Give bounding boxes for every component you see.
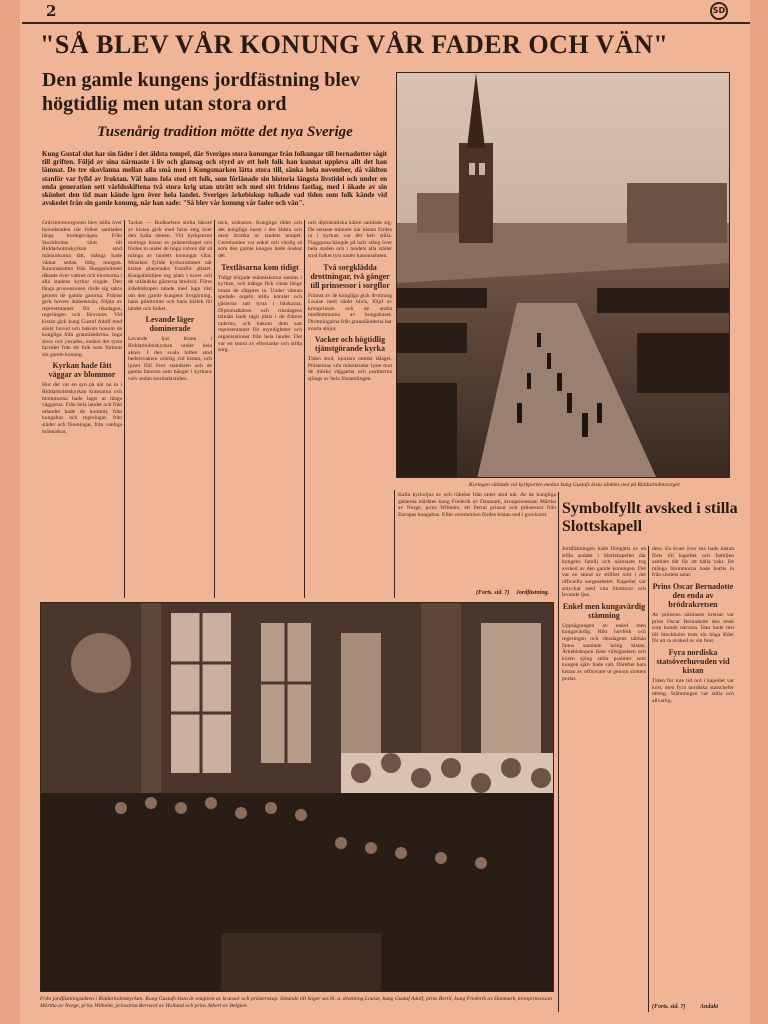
column-3-text: tack, ordnaren. Kungliga rådet och det kungliga huset i det äldsta och mest ärorika av landets tempel. Ceremonien var enkel och värdig så som den gamle kungen hade önskat det.: [218, 220, 302, 259]
headline: "SÅ BLEV VÅR KONUNG VÅR FADER OCH VÄN": [40, 30, 669, 59]
kicker: Tusenårig tradition mötte det nya Sverige: [97, 124, 353, 140]
column-divider: [558, 492, 559, 1012]
side-continuation-note: (Forts. sid. 7): [652, 1004, 686, 1010]
side-column-2-text: dess. En kvart över sex hade kistan förts till kapellet och familjen samlats där för att hålla vakt. De många blommorna hade burits in från slottets salar.: [652, 546, 734, 579]
column-divider: [648, 546, 649, 1012]
column-4-heading-2: Vacker och högtidlig tjänstgörande kyrka: [314, 335, 386, 354]
church-interior-image: [41, 603, 554, 992]
column-4-heading: Två sorgklädda drottningar, två gånger till prinsessor i sorgflor: [310, 262, 390, 290]
caption-cortege: Kortegen väntade vid kyrkporten medan kung Gustafs kista sänktes ned på Riddarholmstorget.: [469, 482, 681, 488]
side-column-1: [562, 546, 646, 1012]
side-column-2: [652, 546, 734, 1002]
page-number: 2: [46, 2, 57, 20]
column-divider: [214, 220, 215, 598]
column-1-heading: Kyrkan hade fått väggar av blommor: [48, 361, 116, 380]
side-column-2-text-b: Av prinsens närmaste kretsar var prins Oscar Bernadotte den ende som kunde närvara. Han hade rest till Stockholm trots sin höga ålder för att ta avsked av sin bror.: [652, 611, 734, 645]
side-column-2-text-c: Tiden för inre tid ord i kapellet var kort, men fyra nordiska statschefer deltog. Stämningen var stilla och allvarlig.: [652, 677, 734, 704]
column-3-heading: Textläsarna kom tidigt: [221, 262, 299, 272]
column-3-text-b: Tidigt började människorna samlas i kyrkan, och många fick vänta länge innan de släpptes in. Under väntan spelade orgeln stilla koraler och gästerna satt tysta i bänkarna. Diplomatkåren och riksdagens talmän hade tagit plats i de främre raderna, och bakom dem satt representanter för myndigheter och organisationer från hela landet. Det var en stund av eftertanke och stilla sorg.: [218, 274, 302, 354]
column-4: [308, 220, 392, 600]
column-5: [398, 492, 556, 590]
side-column-1-heading: Enkel men kungavärdig stämning: [562, 601, 646, 620]
side-headline: Symbolfyllt avsked i stilla Slottskapell: [562, 500, 738, 535]
side-column-2-heading-2: Fyra nordiska statsöverhuvuden vid kistan: [656, 647, 730, 675]
column-divider: [124, 220, 125, 598]
subheadline: Den gamle kungens jordfästning blev högtidlig men utan stora ord: [42, 69, 360, 115]
photo-cortege: [396, 72, 730, 478]
column-5-text: Kalla kyrkoljus av och rökelse från rader stod när. Av de kungliga gästerna märktes kung Frederik av Danmark, kronprinsessan Märtha av Norge, prins Wilhelm, ett flertal prinsar och prinsessor från Europas kungahus. Efter ceremonien fördes kistan ned i gravkoret.: [398, 492, 556, 518]
side-column-1-text: Jordfästningen hade föregåtts av en stilla andakt i Slottskapellet där kungens familj och närmaste tog avsked av den gamle konungen. Det var en stund av stillhet mitt i det officiella sorgearbetet. Kapellet var smyckat med vita blommor och levande ljus.: [562, 546, 646, 599]
continuation-tag: Jordfästning.: [516, 590, 550, 596]
side-continuation-tag: Andakt: [700, 1004, 719, 1010]
column-4-text-c: Tiden stod, hjortars omtikt tålaget. Prästernas vita mässkrudar lyste mot de mörka väggarna och psalmerna sjöngs av hela församlingen.: [308, 356, 392, 382]
column-divider: [394, 490, 395, 598]
column-1: [42, 220, 122, 600]
column-2: [128, 220, 212, 600]
cortege-image: [397, 73, 730, 478]
side-column-1-text-b: Uppsägningen av enkel men kungavärdig. Rikt hovfolk och regeringen och riksdagens talmän fanns samlade kring kistan. Ärkebiskopen läste välsignelsen och kören sjöng stilla psalmer som kungen själv hade valt. Därefter bars kistan av officerare ut genom slottets portar.: [562, 622, 646, 682]
column-3: [218, 220, 302, 600]
top-rule: [22, 22, 750, 24]
photo-church-interior: [40, 602, 554, 992]
lede-paragraph: Kung Gustaf slut har sin fäder i det äldsta tempel, där Sveriges stora konungar från folkungar till bernadotter sågit till griften. Följd av sina närmaste i liv och glansag och styrd av ett helt folk han kunnat uppleva allt det han lämnat. De tre skovlanna mellan alla små men i Kungsmarken lätta stora till, sänka hela november, då våldten stanför var fylld av fruktan. Väl hans fola stod ett folk, som förlänade sin historia längsta livstidel och under en enda generation sett världsskiftena två stora krig utan uträtt och med sitt fridens fastlag, med i ökade av sin skönhet den tid man kände igen över hela landet. Sveriges ärkebiskop tolkade vad tiden som folk kände vid avskedet från sin gamle konung, när han sade: "Så blev vår konung vår fader och vän".: [42, 150, 387, 208]
caption-church-interior: Från jordfästningsakten i Riddarholmskyrkan. Kung Gustafs kista är omgiven av kransar och prästerskap. Sittande till höger ses bl. a. drottning Louise, kung Gustaf Adolf, prins Bertil, kung Frederik av Danmark, kronprinsessan Märtha av Norge, prins Wilhelm, prinsarna Bernard av Holland och prins Albert av Belgien.: [40, 996, 553, 1009]
side-column-2-heading: Prins Oscar Bernadotte den enda av brödrakretsen: [652, 581, 734, 609]
continuation-note: (Forts. sid. 7): [476, 590, 510, 596]
newspaper-logo-icon: SD: [710, 2, 728, 20]
column-1-text: Gråvintermorgonen blev stilla över huvudstaden när folket samlades längs kortegevägen. Från Stockholms slott till Riddarholmskyrkan stod människorna tätt, många hade väntat sedan tidig morgon. Kanonskotten från Skeppsholmen dånade över vattnet och klockorna i alla stadens kyrkor ringde. Den långa processionen rörde sig sakta genom de gamla gatorna. Främst gick hovets ämbetsmän, följda av representanter för riksdagen, regeringen och försvaret. Vid kistan gick kung Gustaf Adolf med sänkt huvud och bakom honom de kungliga från grannländerna. Inga stora ord yttrades, endast det tysta farvälet från ett folk som förlorat sin gamle konung.: [42, 220, 122, 358]
column-2-text-b: Levande ljus brann i Riddarholmskyrkan under hela akten. I den svala luften stod hedersvakten orörlig vid kistan, och ljuset föll över standaren och de gamla fanorna som hänger i kyrkans valv sedan stormaktstiden.: [128, 336, 212, 382]
column-4-text: och diplomatiska kåren samlade sig. De senaste minuter när kistan fördes in i kyrkan var det helt stilla. Flaggorna hängde på halv stång över hela staden och i landets alla städer stod folket tyst under kanonsaluten.: [308, 220, 392, 259]
column-2-text: Tacket — Budkarlens stolta bärare av kistan gick med fasta steg över den kalla stenen. Vid kyrkporten mottogs kistan av prästerskapet och fördes in under de höga valven där så många av landets konungar vilar. Musiken fyllde kyrkorummet när kistan placerades framför altaret. Kungafamiljen tog plats i koret och de utländska gästerna bredvid. Förre ärkebiskopen talade med lugn röst om den gamle kungens livsgärning, hans plikttrohet och hans kärlek till landet och folket.: [128, 220, 212, 312]
column-divider: [304, 220, 305, 598]
column-4-text-b: Främst av de kungliga gick drottning Louise med sänkt blick, följd av kronprinsen och de andra medlemmarna av kungahuset. Drottningarna från grannländerna bar svarta slöjor.: [308, 292, 392, 332]
column-2-heading: Levande läger dominerade: [145, 315, 195, 334]
column-1-text-b: Hur det var en syn på när nu in i Riddarholmskyrkan kransarna och blommorna hade lagts ut längs väggarna. Från hela landet och från utlandet hade de kommit, från kungahus och regeringar, från städer och föreningar, från vanliga människor.: [42, 382, 122, 435]
